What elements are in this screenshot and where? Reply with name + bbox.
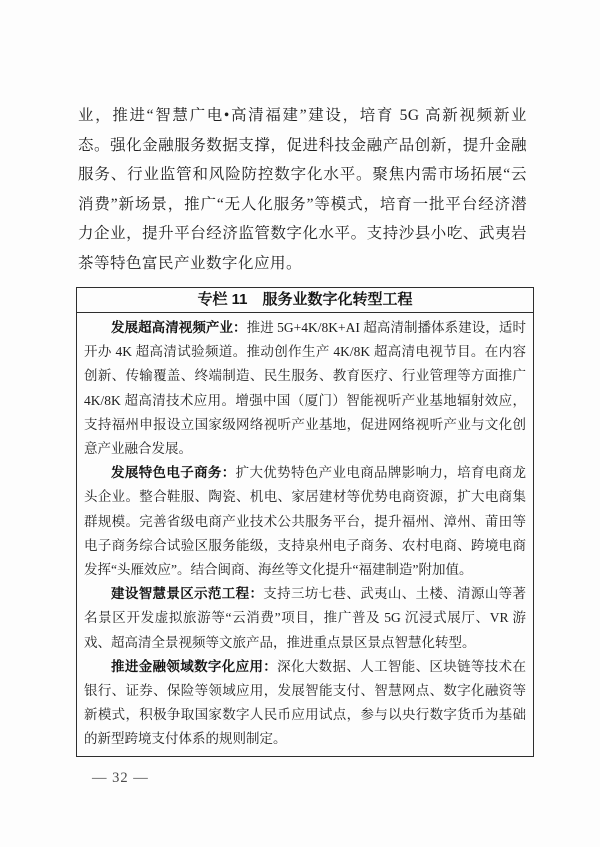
- box-paragraph-ecommerce: [84, 461, 526, 582]
- paragraph-text: 深化大数据、人工智能、区块链等技术在银行、证券、保险等领域应用，发展智能支付、智慧网点、数字化融资等新模式，积极争取国家数字人民币应用试点，参与以央行数字货币为基础的新型跨境支付体系的规则制定。: [84, 658, 527, 747]
- page-number: — 32 —: [92, 770, 149, 786]
- paragraph-text: 扩大优势特色产业电商品牌影响力，培育电商龙头企业。整合鞋服、陶瓷、机电、家居建材等优势电商资源，扩大电商集群规模。完善省级电商产业技术公共服务平台，提升福州、漳州、莆田等电子商务综合试验区服务能级，支持泉州电子商务、农村电商、跨境电商发挥“头雁效应”。结合闽商、海丝等文化提升“福建制造”附加值。: [84, 465, 527, 578]
- box-paragraph-finance: [84, 655, 526, 752]
- paragraph-text: 支持三坊七巷、武夷山、土楼、清源山等著名景区开发虚拟旅游等“云消费”项目，推广普及 5G 沉浸式展厅、VR 游戏、超高清全景视频等文旅产品，推进重点景区景点智慧化转型。: [84, 586, 527, 650]
- paragraph-lead: 推进金融领域数字化应用：: [111, 658, 278, 674]
- paragraph-lead: 发展特色电子商务：: [111, 465, 236, 481]
- paragraph-lead: 发展超高清视频产业：: [111, 320, 247, 335]
- box-body: [77, 313, 533, 756]
- intro-paragraph: 业，推进“智慧广电•高清福建”建设，培育 5G 高新视频新业态。强化金融服务数据支撑，促进科技金融产品创新，提升金融服务、行业监管和风险防控数字化水平。聚焦内需市场拓展“云消费”新场景，推广“无人化服务”等模式，培育一批平台经济潜力企业，提升平台经济监管数字化水平。支持沙县小吃、武夷岩茶等特色富民产业数字化应用。: [78, 107, 527, 272]
- project-box: [76, 287, 534, 757]
- box-title: 专栏 11 服务业数字化转型工程: [77, 288, 533, 313]
- paragraph-text: 推进 5G+4K/8K+AI 超高清制播体系建设，适时开办 4K 超高清试验频道。推动创作生产 4K/8K 超高清电视节目。在内容创新、传输覆盖、终端制造、民生服务、教育医疗、行业管理等方面推广 4K/8K 超高清技术应用。增强中国（厦门）智能视听产业基地辐射效应，支持福州申报设立国家级网络视听产业基地，促进网络视听产业与文化创意产业融合发展。: [84, 320, 526, 457]
- box-paragraph-smart-scenic: [84, 582, 526, 655]
- box-paragraph-video: [84, 316, 526, 461]
- paragraph-lead: 建设智慧景区示范工程：: [111, 586, 264, 602]
